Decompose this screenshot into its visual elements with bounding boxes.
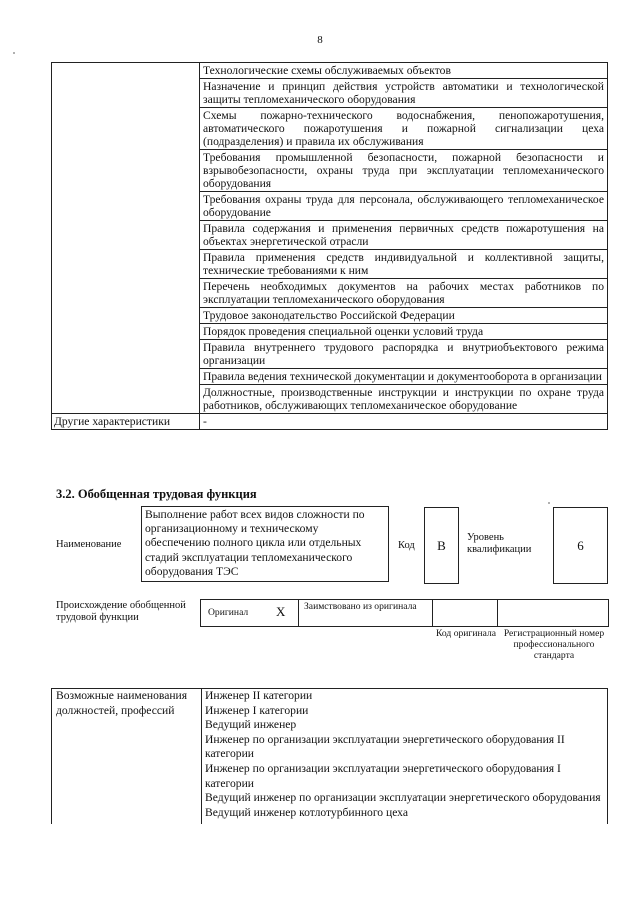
- knowledge-row: [52, 63, 608, 79]
- knowledge-item: Технологические схемы обслуживаемых объектов: [200, 63, 608, 79]
- positions-list: [202, 689, 608, 825]
- function-name-box: [141, 506, 389, 582]
- origin-divider: [432, 600, 433, 626]
- original-label: Оригинал: [208, 607, 249, 618]
- position-item: Ведущий инженер: [205, 718, 297, 732]
- other-characteristics-value: -: [200, 414, 608, 430]
- knowledge-table: [51, 62, 608, 430]
- knowledge-item: Порядок проведения специальной оценки условий труда: [200, 324, 608, 340]
- knowledge-item: Правила содержания и применения первичных средств пожаротушения на объектах энергетической отрасли: [200, 221, 608, 250]
- position-item: Ведущий инженер котлотурбинного цеха: [205, 805, 408, 819]
- position-item: Инженер II категории: [205, 689, 313, 702]
- original-mark: X: [276, 604, 286, 619]
- knowledge-item: Назначение и принцип действия устройств автоматики и технологической защиты тепломеханического оборудования: [200, 79, 608, 108]
- code-value-box: [424, 507, 459, 584]
- level-value-box: [553, 507, 608, 584]
- knowledge-item: Трудовое законодательство Российской Федерации: [200, 308, 608, 324]
- knowledge-item: Должностные, производственные инструкции и инструкции по охране труда работников, обслуживающих тепломеханическое оборудование: [200, 385, 608, 414]
- borrowed-label: Заимствовано из оригинала: [304, 601, 417, 612]
- scan-speck: [13, 52, 15, 54]
- position-item: Инженер по организации эксплуатации энергетического оборудования I категории: [205, 761, 561, 790]
- level-label: Уровень квалификации: [467, 532, 532, 555]
- code-value: B: [437, 537, 446, 553]
- function-name-value: Выполнение работ всех видов сложности по организационному и техническому обеспечению полного цикла или отдельных стадий эксплуатации тепломеханического оборудования ТЭС: [145, 508, 365, 578]
- positions-table: [51, 688, 608, 824]
- other-characteristics-row: [52, 414, 608, 430]
- knowledge-item: Перечень необходимых документов на рабочих местах работников по эксплуатации тепломеханического оборудования: [200, 279, 608, 308]
- knowledge-item: Требования охраны труда для персонала, обслуживающего тепломеханическое оборудование: [200, 192, 608, 221]
- knowledge-item: Схемы пожарно-технического водоснабжения, пенопожаротушения, автоматического пожаротушения и пожарной сигнализации цеха (подразделения) и правила их обслуживания: [200, 108, 608, 150]
- origin-divider: [298, 600, 299, 626]
- knowledge-label-cell: [52, 63, 200, 414]
- origin-divider: [497, 600, 498, 626]
- origin-box: [200, 599, 609, 627]
- reg-number-caption: Регистрационный номер профессионального стандарта: [503, 628, 605, 661]
- code-original-caption: Код оригинала: [435, 628, 497, 639]
- other-characteristics-label: Другие характеристики: [52, 414, 200, 430]
- position-item: Инженер по организации эксплуатации энергетического оборудования II категории: [205, 732, 565, 761]
- code-label: Код: [398, 540, 415, 551]
- positions-label: Возможные наименования должностей, профессий: [52, 689, 202, 825]
- knowledge-item: Правила ведения технической документации и документооборота в организации: [200, 369, 608, 385]
- page-number: 8: [317, 34, 323, 46]
- knowledge-item: Правила внутреннего трудового распорядка и внутриобъектового режима организации: [200, 340, 608, 369]
- knowledge-item: Требования промышленной безопасности, пожарной безопасности и взрывобезопасности, охраны труда при эксплуатации тепломеханического оборудования: [200, 150, 608, 192]
- level-value: 6: [577, 537, 584, 553]
- knowledge-item: Правила применения средств индивидуальной и коллективной защиты, технические требованиями к ним: [200, 250, 608, 279]
- position-item: Ведущий инженер по организации эксплуатации энергетического оборудования: [205, 791, 601, 805]
- section-title: 3.2. Обобщенная трудовая функция: [56, 487, 257, 501]
- origin-label: Происхождение обобщенной трудовой функции: [56, 600, 186, 623]
- position-item: Инженер I категории: [205, 703, 309, 717]
- scan-speck: [548, 502, 550, 504]
- name-label: Наименование: [56, 539, 122, 550]
